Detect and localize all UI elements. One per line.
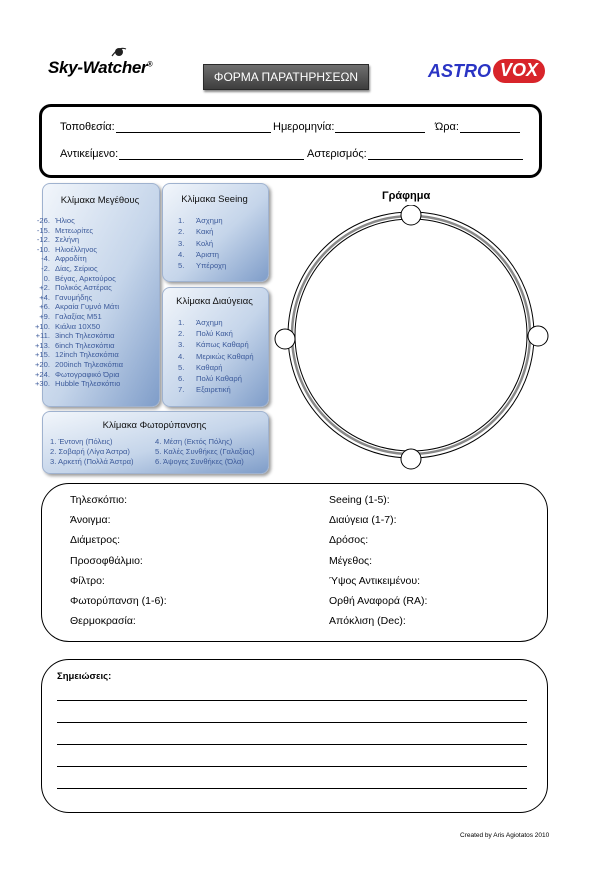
magnitude-scale-value: +20. <box>35 360 50 369</box>
transparency-scale-row <box>178 352 254 361</box>
astrovox-logo-vox: VOX <box>493 59 545 83</box>
notes-line[interactable] <box>57 766 527 767</box>
sketch-title: Γράφημα <box>382 190 431 202</box>
seeing-scale-value: 5. <box>178 261 185 271</box>
constellation-field[interactable] <box>307 148 523 160</box>
form-title: ΦΟΡΜΑ ΠΑΡΑΤΗΡΗΣΕΩΝ <box>203 64 369 90</box>
seeing-scale-label: Άσχημη <box>196 216 223 225</box>
object-label: Αντικείμενο: <box>60 148 119 160</box>
magnitude-scale-label: 6inch Τηλεσκόπια <box>55 340 115 350</box>
magnitude-scale-label: Γανυμήδης <box>55 292 93 302</box>
magnitude-scale-row <box>28 370 119 379</box>
south-marker <box>401 449 421 469</box>
magnitude-scale-value: +13. <box>35 340 50 350</box>
notes-line[interactable] <box>57 722 527 723</box>
seeing-scale-label: Κολή <box>196 238 214 248</box>
sky-watcher-logo: Sky-Watcher® <box>48 58 152 78</box>
magnitude-scale-row <box>28 312 102 321</box>
magnitude-scale-value: +9. <box>39 312 50 321</box>
observation-field-label: Φωτορύπανση (1-6): <box>70 595 167 607</box>
magnitude-scale-label: Hubble Τηλεσκόπιο <box>55 379 121 389</box>
transparency-scale-label: Εξαιρετική <box>196 385 231 395</box>
seeing-scale-value: 4. <box>178 249 185 259</box>
session-info-box <box>39 104 542 178</box>
location-label: Τοποθεσία: <box>60 121 115 133</box>
magnitude-scale-row <box>28 293 92 302</box>
magnitude-scale-row <box>28 216 75 225</box>
transparency-scale-value: 5. <box>178 362 185 372</box>
transparency-scale-value: 1. <box>178 318 185 327</box>
seeing-scale-value: 2. <box>178 227 185 237</box>
transparency-scale-label: Καθαρή <box>196 362 223 372</box>
magnitude-scale-row <box>28 302 119 311</box>
magnitude-scale-value: -15. <box>36 225 50 235</box>
astrovox-logo-astro: ASTRO <box>428 60 491 81</box>
magnitude-scale-value: -4. <box>41 254 50 264</box>
observation-field-label: Διάμετρος: <box>70 534 121 547</box>
seeing-scale-row <box>178 250 219 259</box>
light-pollution-item: 1. Έντονη (Πόλεις) <box>50 437 113 446</box>
transparency-scale-value: 3. <box>178 340 185 350</box>
light-pollution-title: Κλίμακα Φωτορύπανσης <box>102 420 207 431</box>
magnitude-scale-value: +11. <box>35 331 50 341</box>
magnitude-scale-value: +4. <box>39 292 50 302</box>
magnitude-scale-label: 3inch Τηλεσκόπια <box>55 331 115 341</box>
transparency-scale-label: Μερικώς Καθαρή <box>196 351 254 361</box>
magnitude-scale-row <box>28 254 87 263</box>
light-pollution-item: 4. Μέση (Εκτός Πόλης) <box>155 437 233 446</box>
transparency-scale-row <box>178 318 223 327</box>
transparency-scale-value: 4. <box>178 351 185 361</box>
telescope-logo-icon <box>111 44 127 60</box>
seeing-scale-row <box>178 261 226 270</box>
time-label: Ώρα: <box>435 121 459 133</box>
magnitude-scale-value: -12. <box>36 235 50 245</box>
observation-field-label: Άνοιγμα: <box>70 514 111 527</box>
light-pollution-item: 3. Αρκετή (Πολλά Άστρα) <box>50 457 134 466</box>
light-pollution-item: 2. Σοβαρή (Λίγα Άστρα) <box>50 447 130 456</box>
observation-field-label: Δρόσος: <box>329 534 369 547</box>
transparency-scale-label: Πολύ Καθαρή <box>196 374 242 383</box>
observation-field-label: Απόκλιση (Dec): <box>329 615 406 628</box>
north-marker <box>401 205 421 225</box>
magnitude-scale-value: +10. <box>35 321 50 331</box>
magnitude-scale-row <box>28 226 93 235</box>
observation-field-label: Προσοφθάλμιο: <box>70 554 143 567</box>
observation-field-label: Ορθή Αναφορά (RA): <box>329 595 428 607</box>
magnitude-scale-label: Βέγας, Αρκτούρος <box>55 273 116 283</box>
credit-text: Created by Aris Agiotatos 2010 <box>460 832 550 839</box>
observation-field-label: Seeing (1-5): <box>329 494 390 506</box>
seeing-scale-row <box>178 216 223 225</box>
notes-line[interactable] <box>57 700 527 701</box>
magnitude-scale-value: +2. <box>39 283 50 293</box>
constellation-label: Αστερισμός: <box>307 148 367 160</box>
date-field[interactable] <box>273 121 425 133</box>
seeing-scale-value: 3. <box>178 238 185 248</box>
magnitude-scale-row <box>28 379 120 388</box>
magnitude-scale-label: Ακραία Γυμνό Μάτι <box>55 302 120 312</box>
magnitude-scale-label: Ήλιος <box>55 216 75 225</box>
magnitude-scale-row <box>28 341 115 350</box>
magnitude-scale-row <box>28 331 115 340</box>
seeing-scale-row <box>178 239 213 248</box>
seeing-scale-value: 1. <box>178 216 185 225</box>
sky-watcher-logo-text: Sky-Watcher <box>48 58 148 77</box>
light-pollution-item: 6. Άψογες Συνθήκες (Όλα) <box>155 457 244 466</box>
magnitude-scale-row <box>28 264 98 273</box>
object-field[interactable] <box>60 148 304 160</box>
magnitude-scale-label: Ηλιοέλληνος <box>55 244 98 254</box>
seeing-scale-row <box>178 227 213 236</box>
magnitude-scale-label: Γαλαξίας M51 <box>55 312 102 321</box>
notes-box <box>41 659 548 813</box>
observation-field-label: Φίλτρο: <box>70 574 105 587</box>
transparency-scale-label: Άσχημη <box>196 318 223 327</box>
magnitude-scale-value: 0. <box>43 273 50 283</box>
transparency-scale-row <box>178 329 233 338</box>
seeing-scale-label: Άριστη <box>196 249 219 259</box>
observation-field-label: Μέγεθος: <box>329 554 373 567</box>
magnitude-scale-value: +15. <box>35 350 50 360</box>
magnitude-scale-row <box>28 350 119 359</box>
magnitude-scale-value: -2. <box>41 264 50 273</box>
observation-field-label: Τηλεσκόπιο: <box>70 494 128 506</box>
magnitude-scale-row <box>28 245 97 254</box>
date-label: Ημερομηνία: <box>273 121 335 133</box>
magnitude-scale-value: +6. <box>39 302 50 312</box>
transparency-scale-row <box>178 340 249 349</box>
seeing-scale-label: Κακή <box>196 227 214 237</box>
astrovox-logo <box>428 59 545 83</box>
magnitude-scale-label: Πολικός Αστέρας <box>55 283 112 293</box>
transparency-scale-row <box>178 385 231 394</box>
magnitude-scale-row <box>28 322 100 331</box>
magnitude-scale-value: -10. <box>36 244 50 254</box>
east-marker <box>528 326 548 346</box>
magnitude-scale-label: 200inch Τηλεσκόπια <box>55 360 124 369</box>
magnitude-scale-value: +30. <box>35 379 50 389</box>
transparency-scale-row <box>178 363 223 372</box>
magnitude-scale-label: Φωτογραφικό Όρια <box>55 369 120 379</box>
magnitude-scale-label: Αφροδίτη <box>55 254 87 264</box>
magnitude-scale-value: +24. <box>35 369 50 379</box>
transparency-scale-value: 7. <box>178 385 185 395</box>
magnitude-scale-label: Σελήνη <box>55 235 80 245</box>
notes-label: Σημειώσεις: <box>57 671 112 682</box>
seeing-scale-label: Υπέροχη <box>196 261 227 271</box>
magnitude-scale-row <box>28 235 79 244</box>
transparency-scale-title: Κλίμακα Διαύγειας <box>176 296 253 307</box>
observation-field-label: Θερμοκρασία: <box>70 615 136 628</box>
time-field[interactable] <box>435 121 520 133</box>
transparency-scale-label: Κάπως Καθαρή <box>196 340 249 350</box>
observation-field-label: Ύψος Αντικειμένου: <box>329 574 420 587</box>
observation-field-label: Διαύγεια (1-7): <box>329 514 397 527</box>
transparency-scale-value: 6. <box>178 374 185 383</box>
magnitude-scale-label: Μετεωρίτες <box>55 225 94 235</box>
magnitude-scale-label: Δίας, Σείριος <box>55 264 98 273</box>
magnitude-scale-value: -26. <box>36 216 50 225</box>
transparency-scale-value: 2. <box>178 329 185 339</box>
magnitude-scale-row <box>28 283 112 292</box>
light-pollution-item: 5. Καλές Συνθήκες (Γαλαξίας) <box>155 447 255 456</box>
transparency-scale-label: Πολύ Κακή <box>196 329 233 339</box>
magnitude-scale-row <box>28 360 123 369</box>
transparency-scale-row <box>178 374 242 383</box>
magnitude-scale-row <box>28 274 116 283</box>
sketch-circle[interactable] <box>270 205 560 475</box>
magnitude-scale-label: Κιάλια 10X50 <box>55 321 101 331</box>
notes-line[interactable] <box>57 788 527 789</box>
location-field[interactable] <box>60 121 271 133</box>
notes-line[interactable] <box>57 744 527 745</box>
seeing-scale-title: Κλίμακα Seeing <box>181 194 248 205</box>
west-marker <box>275 329 295 349</box>
magnitude-scale-label: 12inch Τηλεσκόπια <box>55 350 119 360</box>
magnitude-scale-title: Κλίμακα Μεγέθους <box>60 195 140 206</box>
